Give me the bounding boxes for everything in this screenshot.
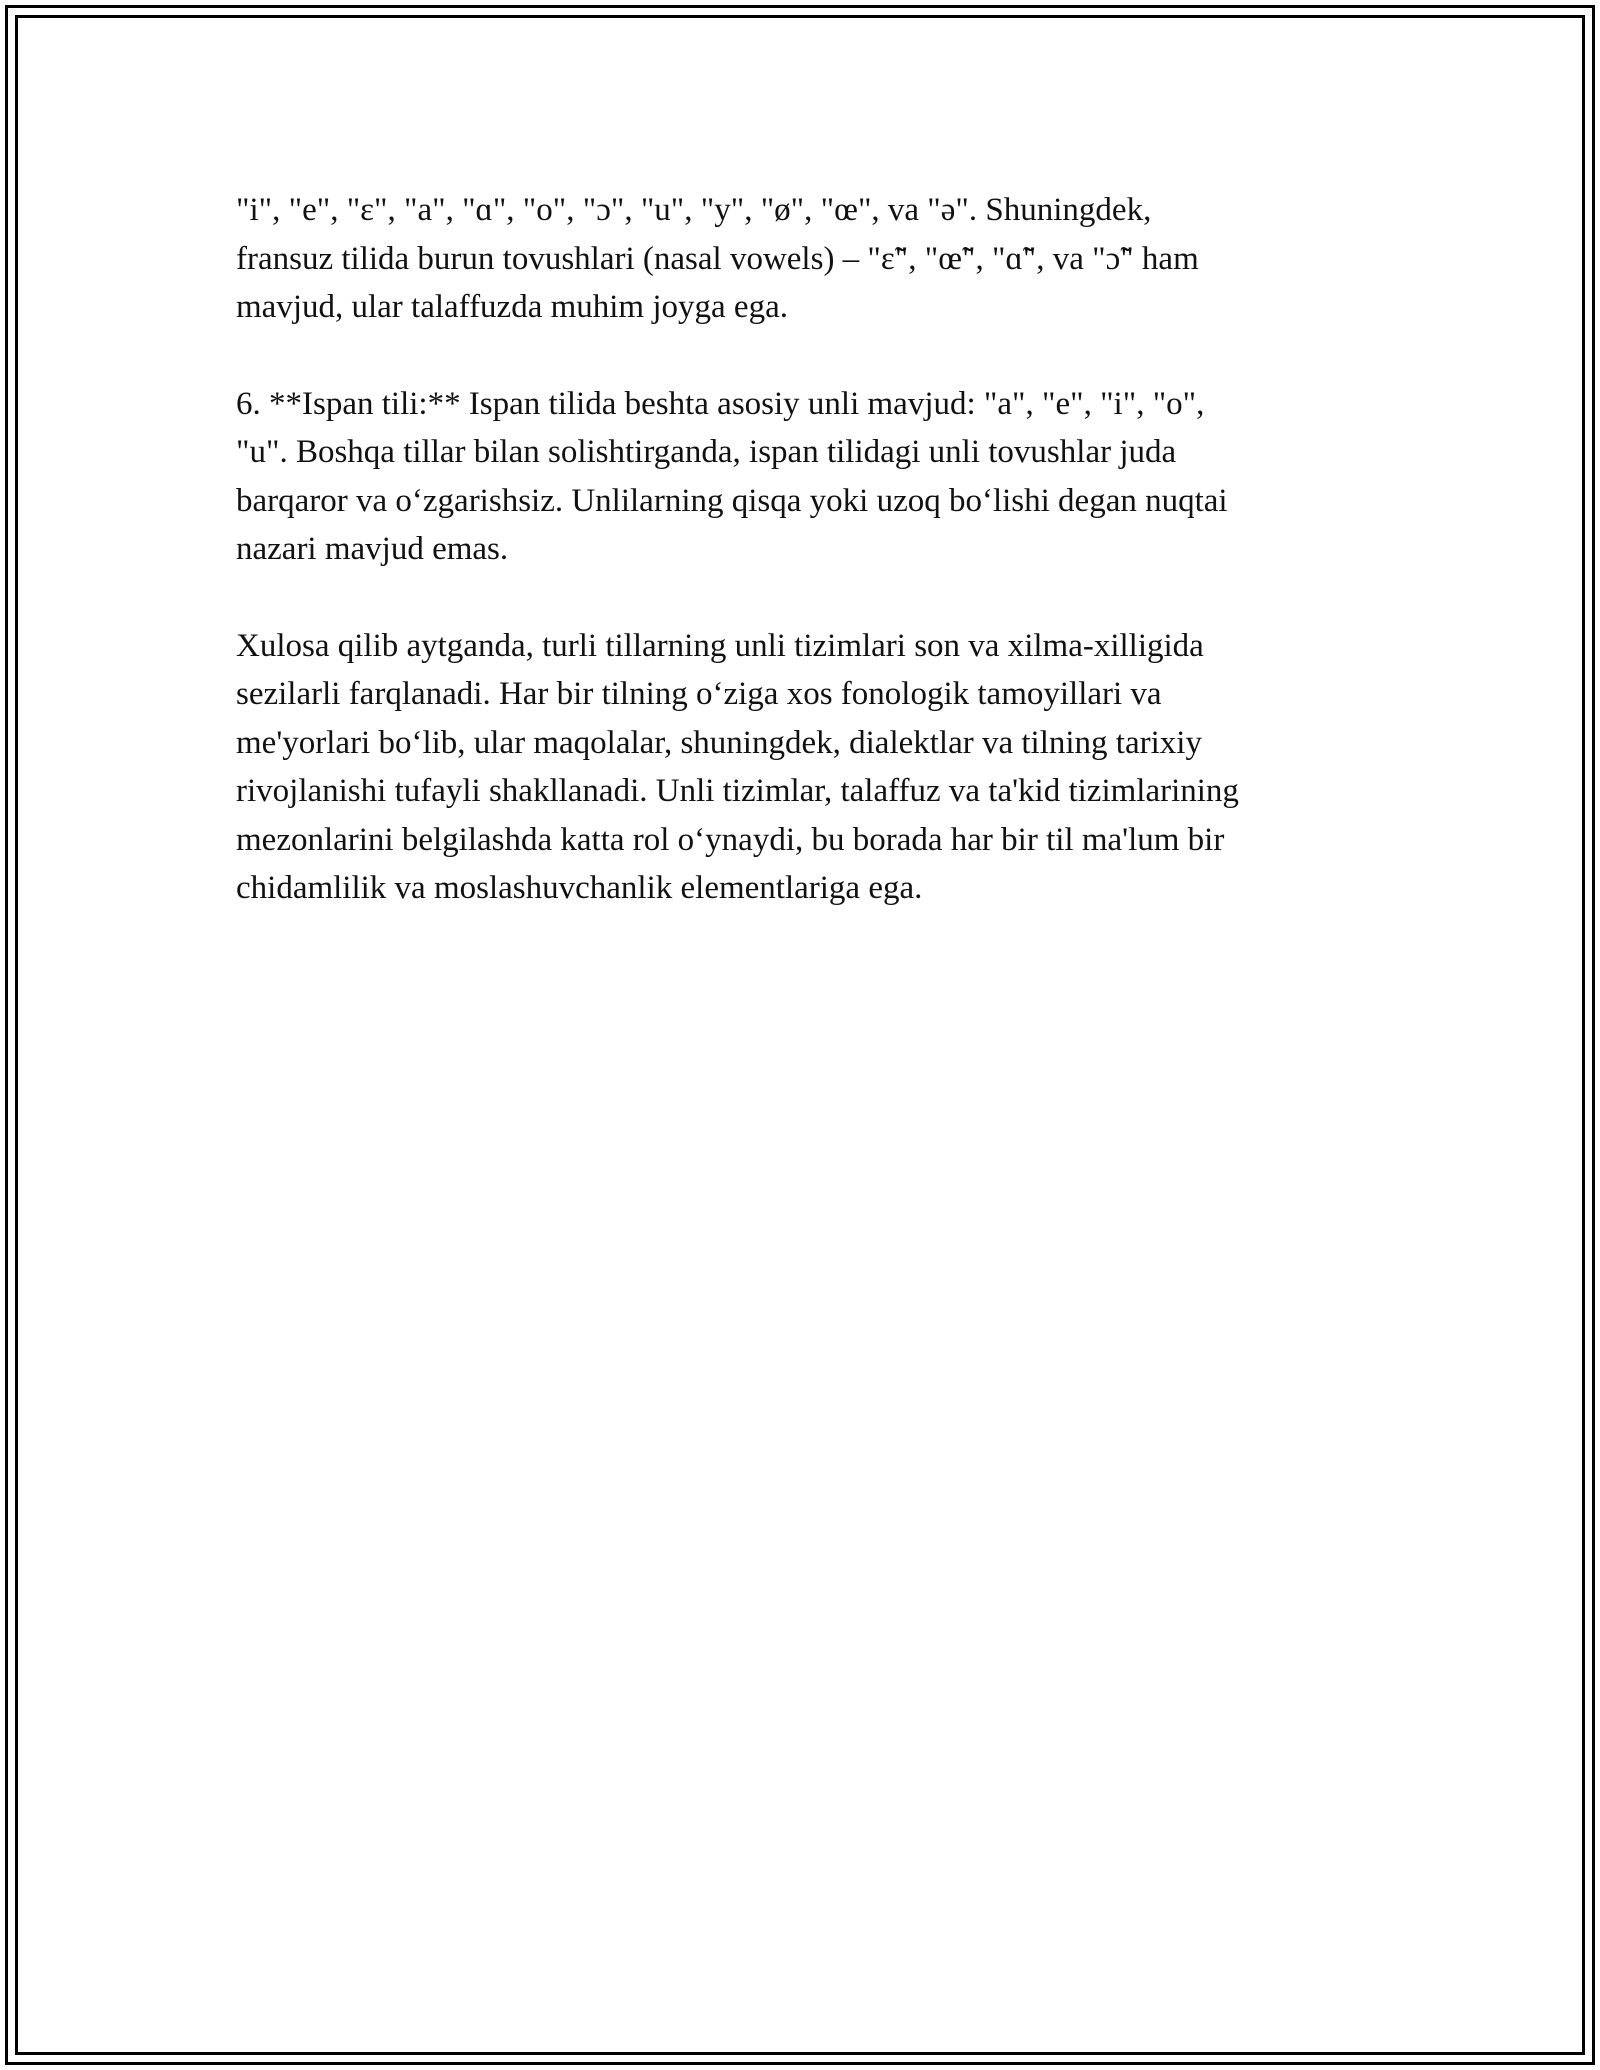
text-line: "u". Boshqa tillar bilan solishtirganda, ispan tilidagi unli tovushlar juda [236,434,1177,470]
text-line: rivojlanishi tufayli shakllanadi. Unli tizimlar, talaffuz va ta'kid tizimlarining [236,773,1239,809]
paragraph-spanish-vowels [236,380,1366,574]
text-line: fransuz tilida burun tovushlari (nasal vowels) – "ɛ̃", "œ̃", "ɑ̃", va "ɔ̃" ham [236,240,1199,277]
text-line: nazari mavjud emas. [236,531,509,567]
text-line: mavjud, ular talaffuzda muhim joyga ega. [236,289,788,325]
text-line: "i", "e", "ɛ", "a", "ɑ", "o", "ɔ", "u", "y", "ø", "œ", va "ə". Shuningdek, [236,192,1152,228]
text-line: me'yorlari bo‘lib, ular maqolalar, shuningdek, dialektlar va tilning tarixiy [236,724,1202,761]
text-line: Xulosa qilib aytganda, turli tillarning unli tizimlari son va xilma-xilligida [236,627,1204,664]
text-line: 6. **Ispan tili:** Ispan tilida beshta asosiy unli mavjud: "a", "e", "i", "o", [236,385,1205,422]
document-body [236,186,1366,961]
text-line: chidamlilik va moslashuvchanlik elementlariga ega. [236,870,923,906]
text-line: mezonlarini belgilashda katta rol o‘ynaydi, bu borada har bir til ma'lum bir [236,821,1225,858]
paragraph-french-vowels [236,186,1366,332]
paragraph-conclusion [236,622,1366,913]
text-line: barqaror va o‘zgarishsiz. Unlilarning qisqa yoki uzoq bo‘lishi degan nuqtai [236,482,1228,519]
text-line: sezilarli farqlanadi. Har bir tilning o‘ziga xos fonologik tamoyillari va [236,676,1162,712]
